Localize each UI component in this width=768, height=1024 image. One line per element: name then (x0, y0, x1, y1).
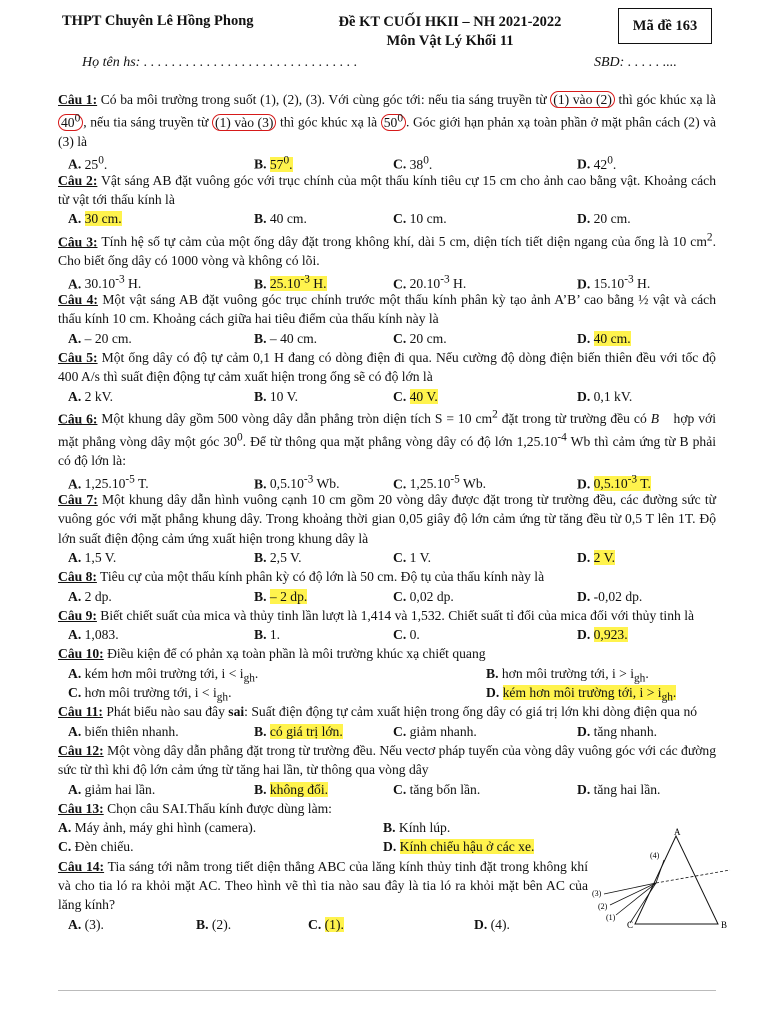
option-text: – 20 cm. (84, 330, 132, 346)
option-label: B. (254, 549, 270, 565)
question-9 (58, 606, 716, 625)
question-text: Tính hệ số tự cảm của một ống dây đặt trong không khí, dài 5 cm, diện tích tiết diện ngang của ống là 10 $cm^2$. Cho biết ống dây có 1000 vòng và không có lõi. (58, 231, 716, 269)
option-label: D. (577, 723, 594, 739)
option-text: 20 cm. (409, 330, 447, 346)
option-label: B. (254, 276, 270, 292)
option-label: A. (68, 156, 85, 172)
option-label: A. (68, 476, 85, 492)
question-label: Câu 5: (58, 349, 98, 365)
options-row (58, 587, 716, 606)
question-1 (58, 90, 716, 151)
question-13 (58, 799, 716, 818)
option-label: A. (58, 820, 75, 836)
question-label: Câu 4: (58, 292, 98, 308)
option-label: C. (393, 476, 410, 492)
option-label: C. (393, 156, 410, 172)
option-label: B. (254, 588, 270, 604)
option-b[interactable] (254, 722, 343, 741)
option-label: A. (68, 330, 85, 346)
option-label: B. (254, 156, 270, 172)
question-6 (58, 406, 716, 471)
option-label: D. (577, 476, 594, 492)
question-text: Một khung dây gồm 500 vòng dây dẫn phẳng tròn diện tích S = 10 $cm^2$ đặt trong từ trường đều có B⃗ hợp với mặt phẳng vòng dây một góc $30^0$. Để từ thông qua mặt phẳng vòng dây có độ lớn $1,25.10^{-4}$ Wb thì cảm ứng từ B phải có độ lớn là: (58, 408, 717, 469)
question-text: Có ba môi trường trong suốt (1), (2), (3). Với cùng góc tới: nếu tia sáng truyền từ (1) vào (2) thì góc khúc xạ là $40^0$ , nếu tia sáng truyền từ (1) vào (3) thì góc khúc xạ là $50^0$ . Góc giới hạn phản xạ toàn phần ở mặt phân cách (2) và (3) là (58, 92, 717, 150)
options-row (58, 151, 716, 170)
question-text: Vật sáng AB đặt vuông góc với trục chính của một thấu kính tiêu cự 15 cm cho ảnh cao bằng vật. Khoảng cách từ vật tới thấu kính là (58, 172, 716, 208)
question-2 (58, 171, 716, 210)
option-text: 40 cm. (269, 211, 307, 227)
exam-title-line2: Môn Vật Lý Khối 11 (386, 33, 514, 49)
option-text: 1,083. (84, 627, 119, 643)
option-d[interactable] (577, 780, 660, 799)
question-8 (58, 567, 716, 586)
option-label: A. (68, 627, 85, 643)
option-a[interactable] (68, 151, 107, 174)
question-text: Một khung dây dẫn hình vuông cạnh 10 cm gồm 20 vòng dây được đặt trong từ trường đều, các đường sức từ vuông góc với mặt phẳng khung dây. Trong khoảng thời gian 0,05 giây độ lớn cảm ứng từ tăng đều từ 0,5 T lên 1T. Độ lớn suất điện động cảm ứng xuất hiện trong khung dây là (58, 492, 716, 546)
question-text: Một vòng dây dẫn phẳng đặt trong từ trường đều. Nếu vectơ pháp tuyến của vòng dây vuông góc với các đường sức từ thì khi độ lớn cảm ứng từ tăng hai lần, từ thông qua vòng dây (58, 742, 716, 778)
question-7 (58, 490, 716, 548)
option-label: A. (68, 723, 85, 739)
option-label: A. (68, 549, 85, 565)
option-text: (3). (84, 916, 104, 932)
option-text: 0,02 dp. (409, 588, 454, 604)
option-text: kém hơn môi trường tới, $i < i_{gh}$. (84, 665, 259, 685)
option-label: D. (577, 276, 594, 292)
options-row (58, 209, 716, 228)
option-label: A. (68, 781, 85, 797)
options-row (58, 271, 716, 290)
option-label: D. (577, 156, 594, 172)
question-label: Câu 6: (58, 411, 98, 427)
question-label: Câu 11: (58, 704, 103, 720)
question-label: Câu 3: (58, 234, 98, 250)
option-d[interactable] (577, 471, 651, 494)
option-a[interactable] (68, 471, 149, 494)
option-label: A. (68, 665, 85, 681)
option-text: $15.10^{-3}$ H. (593, 273, 651, 292)
option-c[interactable] (68, 683, 232, 708)
option-a[interactable] (68, 209, 122, 228)
exam-title (300, 13, 600, 51)
option-b[interactable] (254, 471, 339, 494)
option-d[interactable] (577, 625, 628, 644)
option-c[interactable] (393, 471, 486, 494)
ray-3 (604, 883, 656, 894)
prism-triangle (635, 836, 718, 924)
option-label: C. (393, 388, 410, 404)
options-row (58, 780, 716, 799)
option-d[interactable] (577, 151, 616, 174)
option-b[interactable] (254, 587, 307, 606)
option-d[interactable] (577, 329, 631, 348)
option-label: B. (486, 665, 502, 681)
student-name-field: Họ tên hs: . . . . . . . . . . . . . . . . . . . . . . . . . . . . . . . (82, 55, 358, 70)
vertex-a: A (674, 828, 681, 837)
question-text: Một vật sáng AB đặt vuông góc trục chính trước một thấu kính phân kỳ tạo ảnh A’B’ cao bằng ½ vật và cách thấu kính 10 cm. Khoảng cách giữa hai tiêu điểm của thấu kính này là (58, 292, 716, 327)
option-text: $57^0$. (269, 154, 293, 172)
option-text: (1). (324, 916, 344, 932)
option-d[interactable] (577, 548, 615, 567)
option-c[interactable] (308, 915, 344, 934)
option-a[interactable] (68, 548, 116, 567)
ray-4 (656, 860, 664, 883)
option-a[interactable] (68, 780, 155, 799)
option-text: giảm hai lần. (84, 781, 156, 797)
option-text: không đổi. (269, 781, 329, 797)
options-row (58, 625, 716, 644)
school-name: THPT Chuyên Lê Hồng Phong (62, 13, 254, 29)
option-d[interactable] (383, 837, 534, 856)
option-label: C. (393, 211, 410, 227)
option-text: $0,5.10^{-3}$ T. (593, 473, 651, 492)
option-label: C. (58, 839, 75, 855)
option-text: 0,1 kV. (593, 388, 633, 404)
options-row (58, 329, 716, 348)
option-text: Máy ảnh, máy ghi hình (camera). (74, 820, 257, 836)
option-label: D. (486, 685, 503, 701)
options-row (58, 683, 716, 702)
option-text: 1. (269, 627, 281, 643)
option-label: B. (254, 627, 270, 643)
option-label: B. (254, 211, 270, 227)
option-c[interactable] (393, 780, 480, 799)
option-c[interactable] (393, 151, 432, 174)
option-text: 1,5 V. (84, 549, 117, 565)
question-label: Câu 14: (58, 858, 105, 874)
option-text: $20.10^{-3}$ H. (409, 273, 467, 292)
ray-label-4: (4) (650, 851, 660, 860)
option-d[interactable] (486, 683, 676, 708)
option-label: B. (383, 820, 399, 836)
option-label: C. (393, 588, 410, 604)
option-label: D. (577, 627, 594, 643)
option-text: $30.10^{-3}$ H. (84, 273, 142, 292)
option-label: C. (68, 685, 85, 701)
option-label: D. (577, 781, 594, 797)
exam-title-line1: Đề KT CUỐI HKII – NH 2021-2022 (338, 14, 562, 30)
options-row (58, 722, 716, 741)
option-text: Kính chiếu hậu ở các xe. (399, 839, 535, 855)
option-label: B. (254, 388, 270, 404)
option-b[interactable] (254, 151, 293, 174)
option-label: C. (393, 276, 410, 292)
option-text: $1,25.10^{-5}$ T. (84, 473, 149, 492)
option-text: – 2 dp. (269, 588, 308, 604)
option-text: hơn môi trường tới, $i > i_{gh}$. (501, 665, 649, 685)
option-label: A. (68, 388, 85, 404)
option-b[interactable] (254, 780, 328, 799)
option-text: biến thiên nhanh. (84, 723, 179, 739)
option-c[interactable] (393, 548, 431, 567)
option-d[interactable] (577, 209, 631, 228)
option-c[interactable] (58, 837, 134, 856)
option-text: 2 dp. (84, 588, 112, 604)
option-text: 2 V. (593, 549, 616, 565)
option-text: 40 V. (409, 388, 438, 404)
option-text: $38^0$. (409, 154, 433, 172)
option-b[interactable] (254, 387, 298, 406)
option-d[interactable] (577, 387, 632, 406)
question-text: Phát biểu nào sau đây sai: Suất điện động tự cảm xuất hiện trong ống dây có giá trị lớn khi dòng điện qua nó (102, 704, 698, 720)
question-5 (58, 348, 716, 387)
options-row (58, 387, 716, 406)
question-3 (58, 229, 716, 271)
option-c[interactable] (393, 722, 477, 741)
option-label: D. (577, 211, 594, 227)
option-text: tăng nhanh. (593, 723, 658, 739)
ray-label-1: (1) (606, 913, 616, 922)
question-text: Chọn câu SAI.Thấu kính được dùng làm: (103, 800, 332, 816)
option-text: hơn môi trường tới, $i < i_{gh}$. (84, 685, 232, 704)
options-row (58, 548, 716, 567)
question-label: Câu 8: (58, 569, 97, 585)
option-a[interactable] (68, 587, 112, 606)
option-text: $25.10^{-3}$ H. (269, 273, 327, 292)
footer-divider (58, 990, 716, 991)
option-d[interactable] (577, 722, 657, 741)
question-label: Câu 10: (58, 646, 104, 662)
option-a[interactable] (58, 818, 256, 837)
option-a[interactable] (68, 329, 132, 348)
option-label: D. (577, 549, 594, 565)
option-label: A. (68, 211, 85, 227)
option-c[interactable] (393, 209, 447, 228)
options-row (58, 664, 716, 683)
option-label: B. (196, 916, 212, 932)
option-label: C. (393, 549, 410, 565)
option-label: D. (577, 330, 594, 346)
option-label: D. (577, 388, 594, 404)
question-14 (58, 857, 588, 915)
option-label: A. (68, 916, 85, 932)
option-text: 40 cm. (593, 330, 631, 346)
option-label: B. (254, 330, 270, 346)
option-text: (2). (211, 916, 232, 932)
question-text: Tiêu cự của một thấu kính phân kỳ có độ lớn là 50 cm. Độ tụ của thấu kính này là (96, 569, 545, 585)
option-text: kém hơn môi trường tới, $i > i_{gh}$. (502, 685, 677, 704)
ray-label-3: (3) (592, 889, 602, 898)
option-text: 1 V. (409, 549, 432, 565)
option-label: D. (383, 839, 400, 855)
option-label: B. (254, 781, 270, 797)
sbd-field: SBD: . . . . . .... (594, 55, 677, 70)
option-text: $0,5.10^{-3}$ Wb. (269, 473, 340, 492)
option-d[interactable] (577, 587, 642, 606)
option-text: -0,02 dp. (593, 588, 643, 604)
question-label: Câu 2: (58, 172, 98, 188)
question-list (58, 90, 716, 934)
option-text: $1,25.10^{-5}$ Wb. (409, 473, 487, 492)
option-b[interactable] (254, 329, 317, 348)
option-d[interactable] (577, 271, 650, 294)
option-b[interactable] (254, 209, 307, 228)
question-label: Câu 7: (58, 492, 98, 508)
option-c[interactable] (393, 271, 466, 294)
question-label: Câu 9: (58, 607, 97, 623)
ray-label-2: (2) (598, 902, 608, 911)
option-c[interactable] (393, 625, 420, 644)
option-b[interactable] (383, 818, 450, 837)
option-text: $25^0$. (84, 154, 108, 172)
option-a[interactable] (68, 625, 119, 644)
option-text: tăng hai lần. (593, 781, 661, 797)
option-label: C. (393, 781, 410, 797)
option-label: C. (393, 723, 410, 739)
option-label: B. (254, 476, 270, 492)
option-label: B. (254, 723, 270, 739)
option-b[interactable] (196, 915, 231, 934)
option-text: – 40 cm. (269, 330, 318, 346)
question-12 (58, 741, 716, 780)
option-label: A. (68, 276, 85, 292)
option-b[interactable] (254, 548, 301, 567)
question-label: Câu 12: (58, 742, 104, 758)
option-text: 0,923. (593, 627, 628, 643)
question-text: Biết chiết suất của mica và thủy tinh lần lượt là 1,414 và 1,532. Chiết suất tỉ đối của mica đối với thủy tinh là (96, 607, 695, 623)
vertex-b: B (721, 920, 728, 930)
option-text: 2,5 V. (269, 549, 302, 565)
option-c[interactable] (393, 387, 438, 406)
option-label: D. (474, 916, 491, 932)
option-label: C. (393, 627, 410, 643)
option-label: A. (68, 588, 85, 604)
option-b[interactable] (254, 271, 327, 294)
question-label: Câu 1: (58, 92, 98, 107)
option-label: C. (308, 916, 325, 932)
question-label: Câu 13: (58, 800, 104, 816)
option-a[interactable] (68, 387, 113, 406)
option-text: giảm nhanh. (409, 723, 477, 739)
option-text: Kính lúp. (398, 820, 451, 836)
option-text: (4). (490, 916, 510, 932)
option-c[interactable] (393, 587, 454, 606)
option-text: 2 kV. (84, 388, 114, 404)
option-text: 10 V. (269, 388, 299, 404)
option-text: 0. (409, 627, 420, 643)
option-text: tăng bốn lần. (409, 781, 481, 797)
option-text: $42^0$. (593, 154, 617, 172)
question-text: Điều kiện để có phản xạ toàn phần là môi trường khúc xạ chiết quang (103, 646, 486, 662)
option-text: 20 cm. (593, 211, 631, 227)
option-text: 10 cm. (409, 211, 447, 227)
option-label: C. (393, 330, 410, 346)
question-4 (58, 290, 716, 329)
option-a[interactable] (68, 271, 141, 294)
option-text: Đèn chiếu. (74, 839, 134, 855)
prism-figure (590, 828, 740, 938)
option-c[interactable] (393, 329, 447, 348)
option-b[interactable] (254, 625, 280, 644)
question-text: Một ống dây có độ tự cảm 0,1 H đang có dòng điện đi qua. Nếu cường độ dòng điện biến thiên đều với tốc độ 400 A/s thì suất điện động tự cảm xuất hiện trong ống sẽ có độ lớn là (58, 349, 716, 385)
option-text: có giá trị lớn. (269, 723, 343, 739)
option-text: 30 cm. (84, 211, 122, 227)
exam-code-box: Mã đề 163 (618, 8, 712, 44)
option-a[interactable] (68, 915, 104, 934)
vertex-c: C (627, 920, 634, 930)
question-text: Tia sáng tới nằm trong tiết diện thẳng ABC của lăng kính thủy tinh đặt trong không khí và cho tia ló ra khỏi mặt AC. Theo hình vẽ thì tia nào sau đây là tia ló ra khỏi mặt bên AC của lăng kính? (58, 858, 588, 913)
option-a[interactable] (68, 722, 179, 741)
question-10 (58, 644, 716, 663)
option-label: D. (577, 588, 594, 604)
options-row (58, 471, 716, 490)
option-d[interactable] (474, 915, 510, 934)
